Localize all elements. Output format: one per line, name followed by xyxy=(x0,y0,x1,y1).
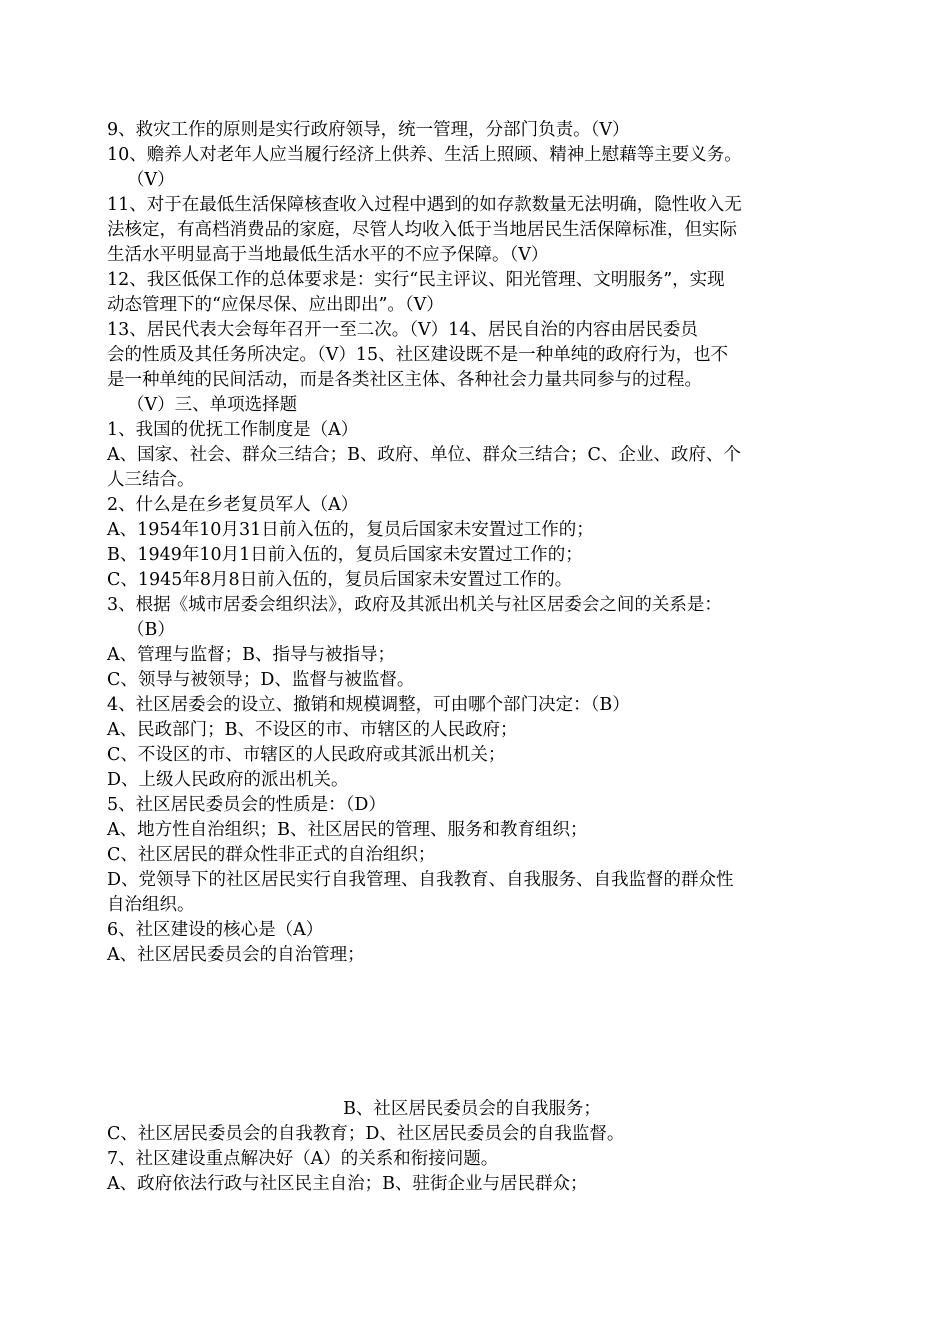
question-line: 5、社区居民委员会的性质是：（D） xyxy=(107,795,386,815)
option-line: A、地方性自治组织；B、社区居民的管理、服务和教育组织； xyxy=(107,820,588,840)
text-line: 动态管理下的“应保尽保、应出即出”。（V） xyxy=(107,295,444,315)
text-line: 10、赡养人对老年人应当履行经济上供养、生活上照顾、精神上慰藉等主要义务。 xyxy=(107,145,742,165)
option-line: B、1949年10月1日前入伍的，复员后国家未安置过工作的； xyxy=(107,545,583,565)
option-line: A、国家、社会、群众三结合；B、政府、单位、群众三结合；C、企业、政府、个 xyxy=(107,445,741,465)
question-line: 7、社区建设重点解决好（A）的关系和衔接问题。 xyxy=(107,1149,499,1169)
text-line: 生活水平明显高于当地最低生活水平的不应予保障。（V） xyxy=(107,245,549,265)
text-line: （V） xyxy=(127,170,175,190)
option-line: A、社区居民委员会的自治管理； xyxy=(107,945,365,965)
option-line: A、管理与监督；B、指导与被指导； xyxy=(107,645,395,665)
text-line: 12、我区低保工作的总体要求是：实行“民主评议、阳光管理、文明服务”，实现 xyxy=(107,270,725,290)
text-block-lower xyxy=(107,1097,837,1197)
option-line: D、上级人民政府的派出机关。 xyxy=(107,770,349,790)
option-line: C、社区居民委员会的自我教育；D、社区居民委员会的自我监督。 xyxy=(107,1124,625,1144)
question-line: 4、社区居委会的设立、撤销和规模调整，可由哪个部门决定：（B） xyxy=(107,695,630,715)
text-line: 9、救灾工作的原则是实行政府领导，统一管理，分部门负责。（V） xyxy=(107,120,630,140)
answer-line: （B） xyxy=(127,620,175,640)
option-line: C、社区居民的群众性非正式的自治组织； xyxy=(107,845,436,865)
option-line: C、1945年8月8日前入伍的，复员后国家未安置过工作的。 xyxy=(107,570,573,590)
option-line: 自治组织。 xyxy=(107,895,195,915)
option-line: A、政府依法行政与社区民主自治；B、驻街企业与居民群众； xyxy=(107,1174,588,1194)
section-heading: （V）三、单项选择题 xyxy=(127,395,298,415)
option-line: A、民政部门；B、不设区的市、市辖区的人民政府； xyxy=(107,720,518,740)
option-line: 人三结合。 xyxy=(107,470,195,490)
text-line: 是一种单纯的民间活动，而是各类社区主体、各种社会力量共同参与的过程。 xyxy=(107,370,702,390)
question-line: 1、我国的优抚工作制度是（A） xyxy=(107,420,359,440)
text-line: 法核定，有高档消费品的家庭，尽管人均收入低于当地居民生活保障标准，但实际 xyxy=(107,220,737,240)
text-block-upper xyxy=(107,118,837,968)
option-line: B、社区居民委员会的自我服务； xyxy=(343,1099,601,1119)
question-line: 2、什么是在乡老复员军人（A） xyxy=(107,495,359,515)
text-line: 13、居民代表大会每年召开一至二次。（V）14、居民自治的内容由居民委员 xyxy=(107,320,698,340)
question-line: 3、根据《城市居委会组织法》，政府及其派出机关与社区居委会之间的关系是： xyxy=(107,595,722,615)
option-line: D、党领导下的社区居民实行自我管理、自我教育、自我服务、自我监督的群众性 xyxy=(107,870,734,890)
question-line: 6、社区建设的核心是（A） xyxy=(107,920,324,940)
option-line: C、不设区的市、市辖区的人民政府或其派出机关； xyxy=(107,745,506,765)
text-line: 会的性质及其任务所决定。（V）15、社区建设既不是一种单纯的政府行为，也不 xyxy=(107,345,729,365)
text-line: 11、对于在最低生活保障核查收入过程中遇到的如存款数量无法明确，隐性收入无 xyxy=(107,195,742,215)
option-line: C、领导与被领导；D、监督与被监督。 xyxy=(107,670,415,690)
option-line: A、1954年10月31日前入伍的，复员后国家未安置过工作的； xyxy=(107,520,594,540)
